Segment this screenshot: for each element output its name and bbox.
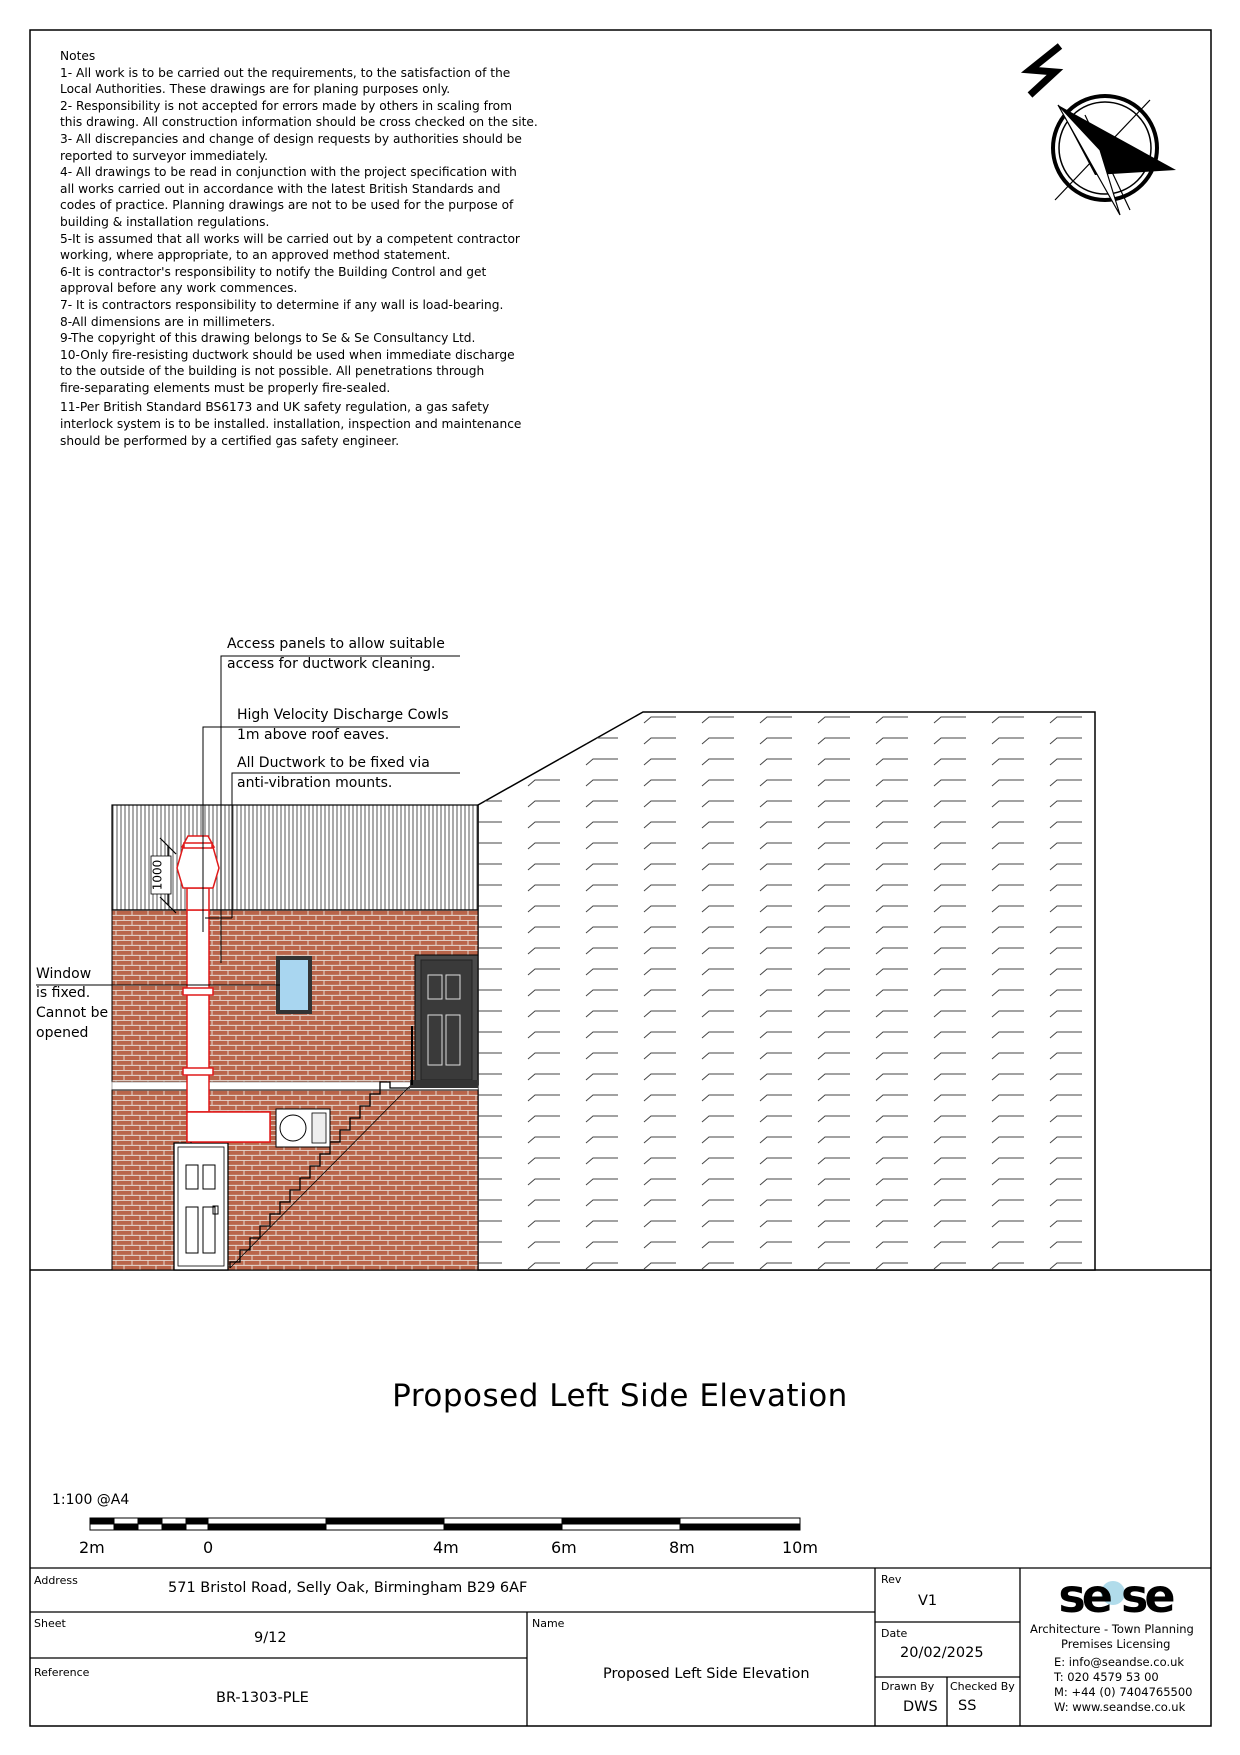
company-logo — [1058, 1569, 1173, 1623]
north-arrow-icon — [1030, 46, 1176, 215]
note-line: 4- All drawings to be read in conjunction with the project specification with — [60, 165, 517, 180]
svg-text:se se: se se — [1058, 1569, 1172, 1623]
note-line: should be performed by a certified gas safety engineer. — [60, 433, 400, 448]
rev-label: Rev — [881, 1573, 902, 1586]
scale-label: 8m — [669, 1538, 695, 1557]
note-line: this drawing. All construction information should be cross checked on the site. — [60, 115, 538, 130]
dimension-label: 1000 — [150, 859, 165, 891]
scale-label: 4m — [433, 1538, 459, 1557]
drawn-by-value: DWS — [903, 1699, 938, 1715]
upper-door — [410, 955, 478, 1088]
company-email: E: info@seandse.co.uk — [1054, 1655, 1185, 1669]
company-line-2: Premises Licensing — [1061, 1637, 1171, 1651]
ground-door — [174, 1143, 228, 1270]
reference-value: BR-1303-PLE — [216, 1690, 309, 1706]
window-note-4: opened — [36, 1025, 89, 1041]
note-line: codes of practice. Planning drawings are not to be used for the purpose of — [60, 198, 514, 213]
note-line: all works carried out in accordance with the latest British Standards and — [60, 181, 501, 196]
company-website: W: www.seandse.co.uk — [1054, 1700, 1186, 1714]
note-line: 5-It is assumed that all works will be carried out by a competent contractor — [60, 231, 520, 246]
note-line: 2- Responsibility is not accepted for errors made by others in scaling from — [60, 98, 512, 113]
note-line: 11-Per British Standard BS6173 and UK safety regulation, a gas safety — [60, 400, 490, 415]
gable-tiles — [478, 712, 1095, 1270]
scale-label: 6m — [551, 1538, 577, 1557]
window-note-1: Window — [36, 966, 92, 982]
note-line: 10-Only fire-resisting ductwork should be used when immediate discharge — [60, 347, 515, 362]
name-label: Name — [532, 1617, 565, 1630]
date-value: 20/02/2025 — [900, 1645, 984, 1661]
note-line: Local Authorities. These drawings are for planing purposes only. — [60, 82, 451, 97]
note-line: interlock system is to be installed. installation, inspection and maintenance — [60, 417, 522, 432]
address-value: 571 Bristol Road, Selly Oak, Birmingham B29 6AF — [168, 1580, 528, 1596]
date-label: Date — [881, 1627, 908, 1640]
cowls-label-1: High Velocity Discharge Cowls — [237, 707, 449, 723]
reference-label: Reference — [34, 1666, 90, 1679]
note-line: building & installation regulations. — [60, 214, 270, 229]
company-line-1: Architecture - Town Planning — [1030, 1622, 1194, 1636]
access-panels-label-1: Access panels to allow suitable — [227, 636, 445, 652]
note-line: reported to surveyor immediately. — [60, 148, 269, 163]
note-line: 6-It is contractor's responsibility to notify the Building Control and get — [60, 264, 487, 279]
rev-value: V1 — [918, 1593, 938, 1609]
scale-label: 10m — [782, 1538, 818, 1557]
drawn-by-label: Drawn By — [881, 1680, 935, 1693]
sheet-value: 9/12 — [254, 1630, 287, 1646]
window-note-2: is fixed. — [36, 985, 91, 1001]
note-line: approval before any work commences. — [60, 281, 298, 296]
note-line: 7- It is contractors responsibility to determine if any wall is load-bearing. — [60, 297, 504, 312]
note-line: to the outside of the building is not possible. All penetrations through — [60, 364, 485, 379]
access-panels-label-2: access for ductwork cleaning. — [227, 656, 436, 672]
ac-unit — [276, 1109, 330, 1147]
name-value: Proposed Left Side Elevation — [603, 1666, 810, 1682]
note-line: 8-All dimensions are in millimeters. — [60, 314, 276, 329]
note-line: 9-The copyright of this drawing belongs to Se & Se Consultancy Ltd. — [60, 331, 476, 346]
scale-label: 2m — [79, 1538, 105, 1557]
note-line: fire-separating elements must be properly fire-sealed. — [60, 380, 391, 395]
sheet-label: Sheet — [34, 1617, 66, 1630]
company-phone: T: 020 4579 53 00 — [1054, 1670, 1159, 1684]
note-line: working, where appropriate, to an approved method statement. — [60, 248, 451, 263]
company-mobile: M: +44 (0) 7404765500 — [1054, 1685, 1193, 1699]
cowls-label-2: 1m above roof eaves. — [237, 727, 390, 743]
checked-by-label: Checked By — [950, 1680, 1015, 1693]
scale-label: 0 — [203, 1538, 214, 1557]
note-line: 3- All discrepancies and change of design requests by authorities should be — [60, 131, 522, 146]
notes-heading: Notes — [60, 49, 96, 63]
note-line: 1- All work is to be carried out the requirements, to the satisfaction of the — [60, 65, 511, 80]
ductwork-label-2: anti-vibration mounts. — [237, 775, 393, 791]
drawing-title: Proposed Left Side Elevation — [392, 1378, 848, 1414]
general-notes — [60, 48, 580, 449]
address-label: Address — [34, 1574, 78, 1587]
scale-bar — [90, 1518, 800, 1530]
ductwork-label-1: All Ductwork to be fixed via — [237, 755, 430, 771]
fixed-window — [276, 956, 312, 1014]
scale-ratio: 1:100 @A4 — [52, 1492, 130, 1508]
window-note-3: Cannot be — [36, 1005, 109, 1021]
checked-by-value: SS — [958, 1698, 977, 1714]
